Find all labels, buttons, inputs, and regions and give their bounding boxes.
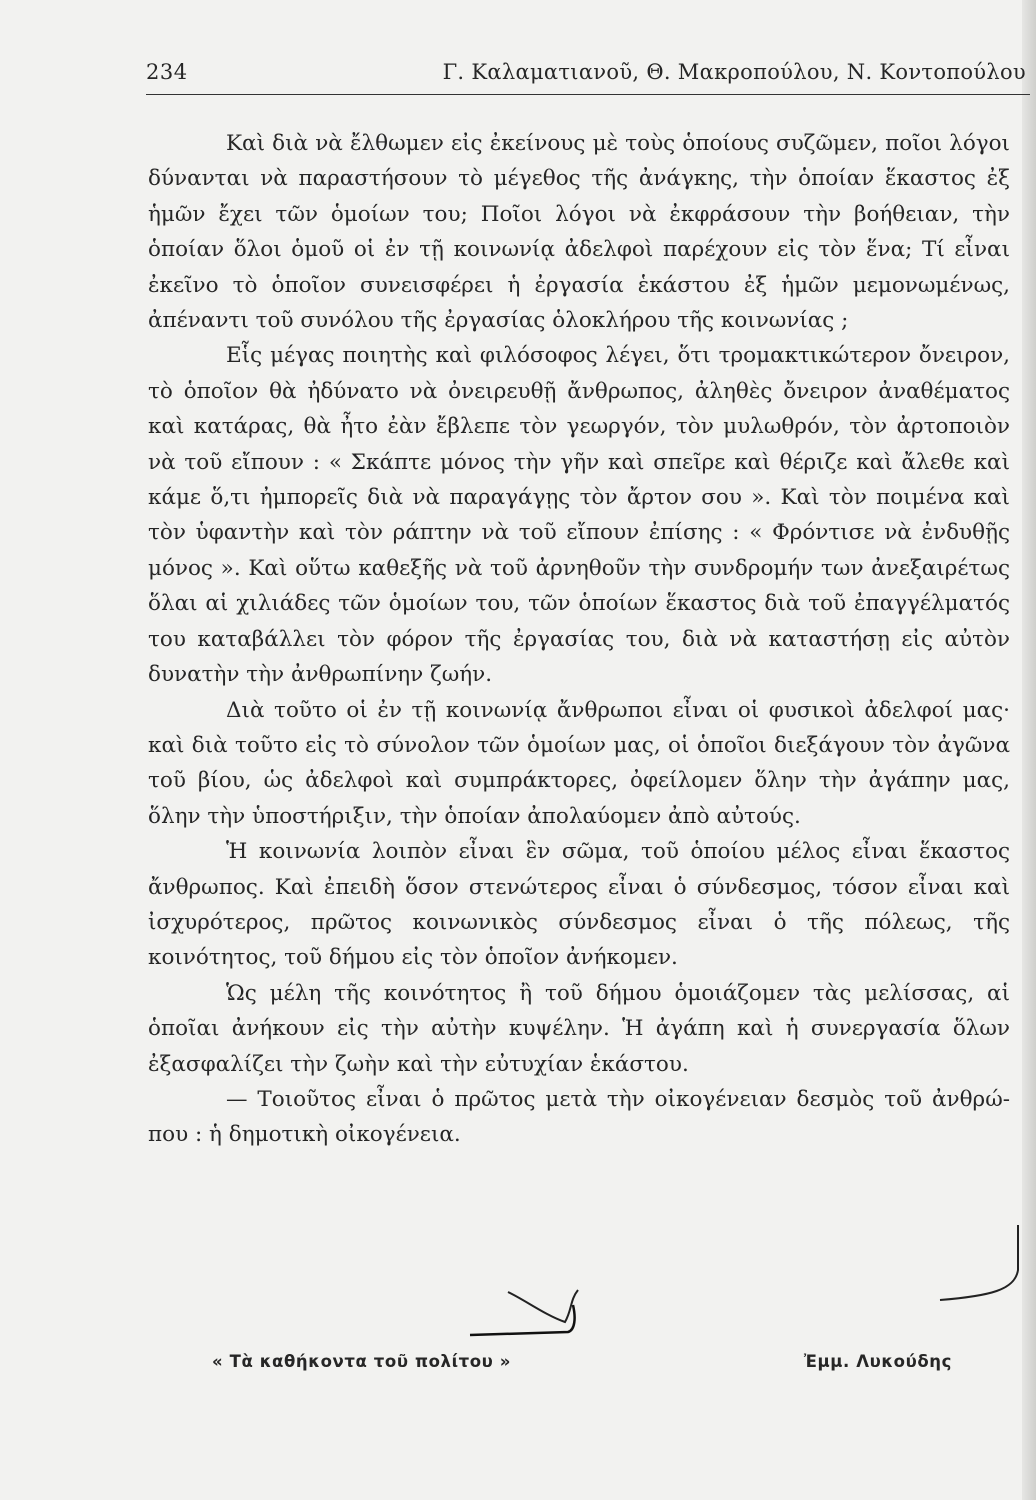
paragraph-3: Διὰ τοῦτο οἱ ἐν τῇ κοινωνίᾳ ἄνθρωποι εἶναι οἱ φυσικοὶ ἀδελφοί μας· καὶ διὰ τοῦτο εἰς τὸ σύνολον τῶν ὁμοίων μας, οἱ ὁποῖοι διεξάγουν τὸν ἀγῶνα τοῦ βίου, ὡς ἀδελφοὶ καὶ συμπράκτορες, ὀφείλομεν ὅλην τὴν ἀγάπην μας, ὅλην τὴν ὑποστήριξιν, τὴν ὁποίαν ἀπολαύομεν ἀπὸ αὐτούς. (148, 697, 1010, 829)
paragraph-1: Καὶ διὰ νὰ ἔλθωμεν εἰς ἐκείνους μὲ τοὺς ὁποίους συζῶμεν, ποῖοι λόγοι δύνανται νὰ παραστήσουν τὸ μέγεθος τῆς ἀνάγκης, τὴν ὁποίαν ἕκαστος ἐξ ἡμῶν ἔχει τῶν ὁμοίων του; Ποῖοι λόγοι νὰ ἐκφράσουν τὴν βοήθειαν, τὴν ὁποίαν ὅλοι ὁμοῦ οἱ ἐν τῇ κοινωνίᾳ ἀδελφοὶ παρέχουν εἰς τὸν ἕνα; Τί εἶναι ἐκεῖνο τὸ ὁποῖον συνεισφέρει ἡ ἐργασία ἑκάστου ἐξ ἡμῶν μεμονωμένως, ἀπέναντι τοῦ συνόλου τῆς ἐργασίας ὁλοκλήρου τῆς κοινωνίας ; (148, 131, 1010, 334)
paragraph-2: Εἷς μέγας ποιητὴς καὶ φιλόσοφος λέγει, ὅτι τρομακτικώτερον ὄνειρον, τὸ ὁποῖον θὰ ἠδύνατο νὰ ὀνειρευθῇ ἄνθρωπος, ἀληθὲς ὄνειρον ἀναθέματος καὶ κατάρας, θὰ ἦτο ἐὰν ἔβλεπε τὸν γεωργόν, τὸν μυλωθρόν, τὸν ἀρτοποιὸν νὰ τοῦ εἴπουν : « Σκάπτε μόνος τὴν γῆν καὶ σπεῖρε καὶ θέριζε καὶ ἄλεθε καὶ κάμε ὅ,τι ἠμπορεῖς διὰ νὰ παραγάγῃς τὸν ἄρτον σου ». Καὶ τὸν ποιμένα καὶ τὸν ὑφαντὴν καὶ τὸν ράπτην νὰ τοῦ εἴπουν ἐπίσης : « Φρόντισε νὰ ἐνδυθῇς μόνος ». Καὶ οὕτω καθεξῆς νὰ τοῦ ἀρνηθοῦν τὴν συνδρομήν των ἀνεξαιρέτως ὅλαι αἱ χιλιάδες τῶν ὁμοίων του, τῶν ὁποίων ἕκαστος διὰ τοῦ ἐπαγγέλματός του καταβάλλει τὸν φόρον τῆς ἐργασίας του, διὰ νὰ καταστήσῃ εἰς αὐτὸν δυνατὴν τὴν ἀνθρωπίνην ζωήν. (148, 343, 1010, 688)
page-edge-shadow (1022, 0, 1036, 1500)
running-head: Γ. Καλαματιανοῦ, Θ. Μακροπούλου, Ν. Κοντοπούλου (442, 60, 1026, 84)
body-text (148, 126, 1010, 1153)
source-title: « Τὰ καθήκοντα τοῦ πολίτου » (212, 1352, 512, 1371)
page-header (146, 58, 1030, 95)
paragraph-5: Ὡς μέλη τῆς κοινότητος ἢ τοῦ δήμου ὁμοιάζομεν τὰς μελίσσας, αἱ ὁποῖαι ἀνήκουν εἰς τὴν αὐτὴν κυψέλην. Ἡ ἀγάπη καὶ ἡ συνεργασία ὅλων ἐξασφαλίζει τὴν ζωὴν καὶ τὴν εὐτυχίαν ἑκάστου. (148, 980, 1010, 1077)
paragraph-6: — Τοιοῦτος εἶναι ὁ πρῶτος μετὰ τὴν οἰκογένειαν δεσμὸς τοῦ ἀνθρώπου : ἡ δημοτικὴ οἰκογένεια. (148, 1086, 1010, 1148)
page-number: 234 (146, 60, 188, 84)
paragraph-4: Ἡ κοινωνία λοιπὸν εἶναι ἓν σῶμα, τοῦ ὁποίου μέλος εἶναι ἕκαστος ἄνθρωπος. Καὶ ἐπειδὴ ὅσον στενώτερος εἶναι ὁ σύνδεσμος, τόσον εἶναι καὶ ἰσχυρότερος, πρῶτος κοινωνικὸς σύνδεσμος εἶναι ὁ τῆς πόλεως, τῆς κοινότητος, τοῦ δήμου εἰς τὸν ὁποῖον ἀνήκομεν. (148, 839, 1010, 971)
source-author: Ἐμμ. Λυκούδης (803, 1352, 952, 1371)
